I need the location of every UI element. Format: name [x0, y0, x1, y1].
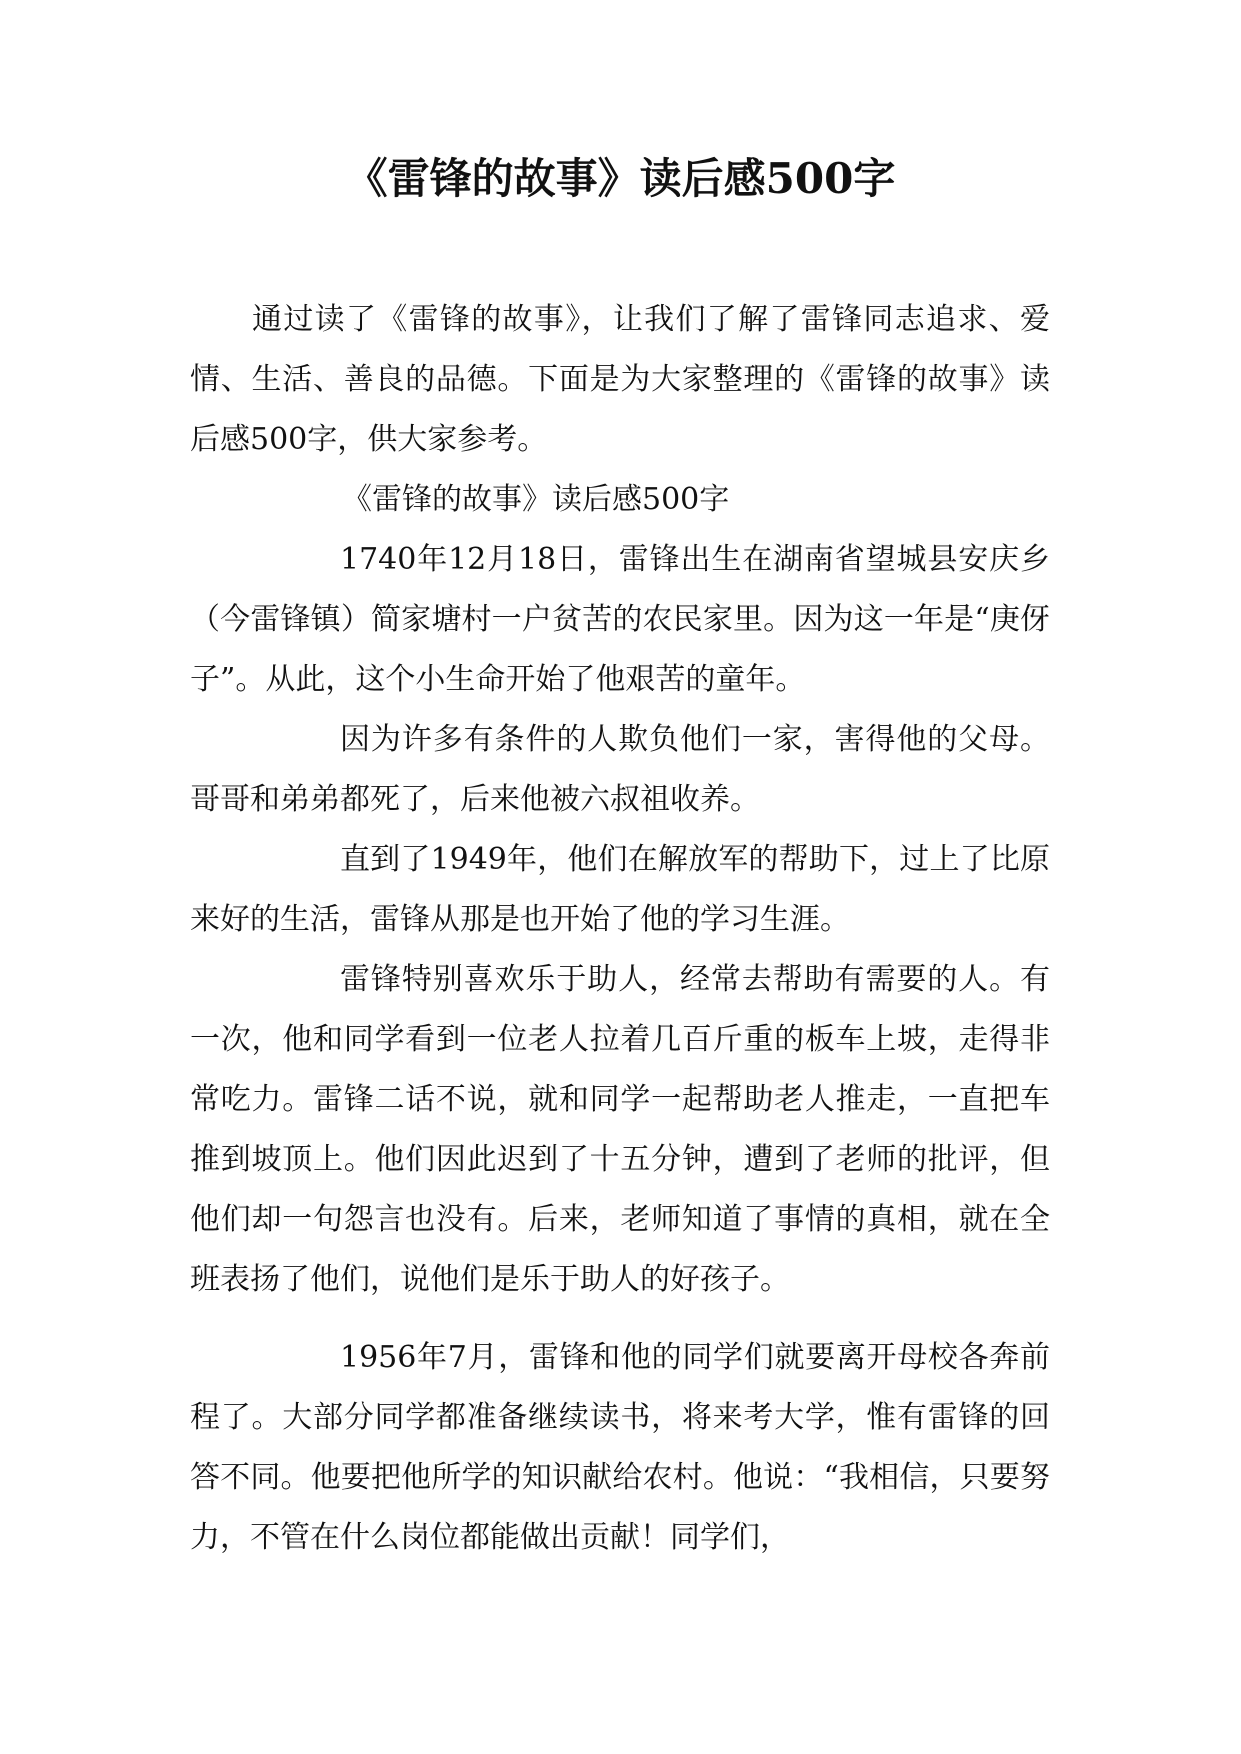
intro-paragraph: 通过读了《雷锋的故事》，让我们了解了雷锋同志追求、爱情、生活、善良的品德。下面是为大家整理的《雷锋的故事》读后感500字，供大家参考。: [190, 302, 1050, 457]
body-paragraph: 1740年12月18日，雷锋出生在湖南省望城县安庆乡（今雷锋镇）简家塘村一户贫苦的农民家里。因为这一年是“庚伢子”。从此，这个小生命开始了他艰苦的童年。: [190, 542, 1050, 697]
paragraph-spacer: [190, 1310, 1050, 1328]
document-body: [190, 290, 1050, 1568]
page-title: 《雷锋的故事》读后感500字: [345, 154, 896, 203]
body-paragraph: 雷锋特别喜欢乐于助人，经常去帮助有需要的人。有一次，他和同学看到一位老人拉着几百斤重的板车上坡，走得非常吃力。雷锋二话不说，就和同学一起帮助老人推走，一直把车推到坡顶上。他们因此迟到了十五分钟，遭到了老师的批评，但他们却一句怨言也没有。后来，老师知道了事情的真相，就在全班表扬了他们，说他们是乐于助人的好孩子。: [190, 962, 1050, 1297]
body-paragraph: 因为许多有条件的人欺负他们一家，害得他的父母。哥哥和弟弟都死了，后来他被六叔祖收养。: [190, 722, 1050, 817]
section-heading: 《雷锋的故事》读后感500字: [342, 482, 730, 517]
body-paragraph: 1956年7月，雷锋和他的同学们就要离开母校各奔前程了。大部分同学都准备继续读书，将来考大学，惟有雷锋的回答不同。他要把他所学的知识献给农村。他说：“我相信，只要努力，不管在什么岗位都能做出贡献！同学们，: [190, 1340, 1050, 1555]
body-paragraph: 直到了1949年，他们在解放军的帮助下，过上了比原来好的生活，雷锋从那是也开始了他的学习生涯。: [190, 842, 1050, 937]
